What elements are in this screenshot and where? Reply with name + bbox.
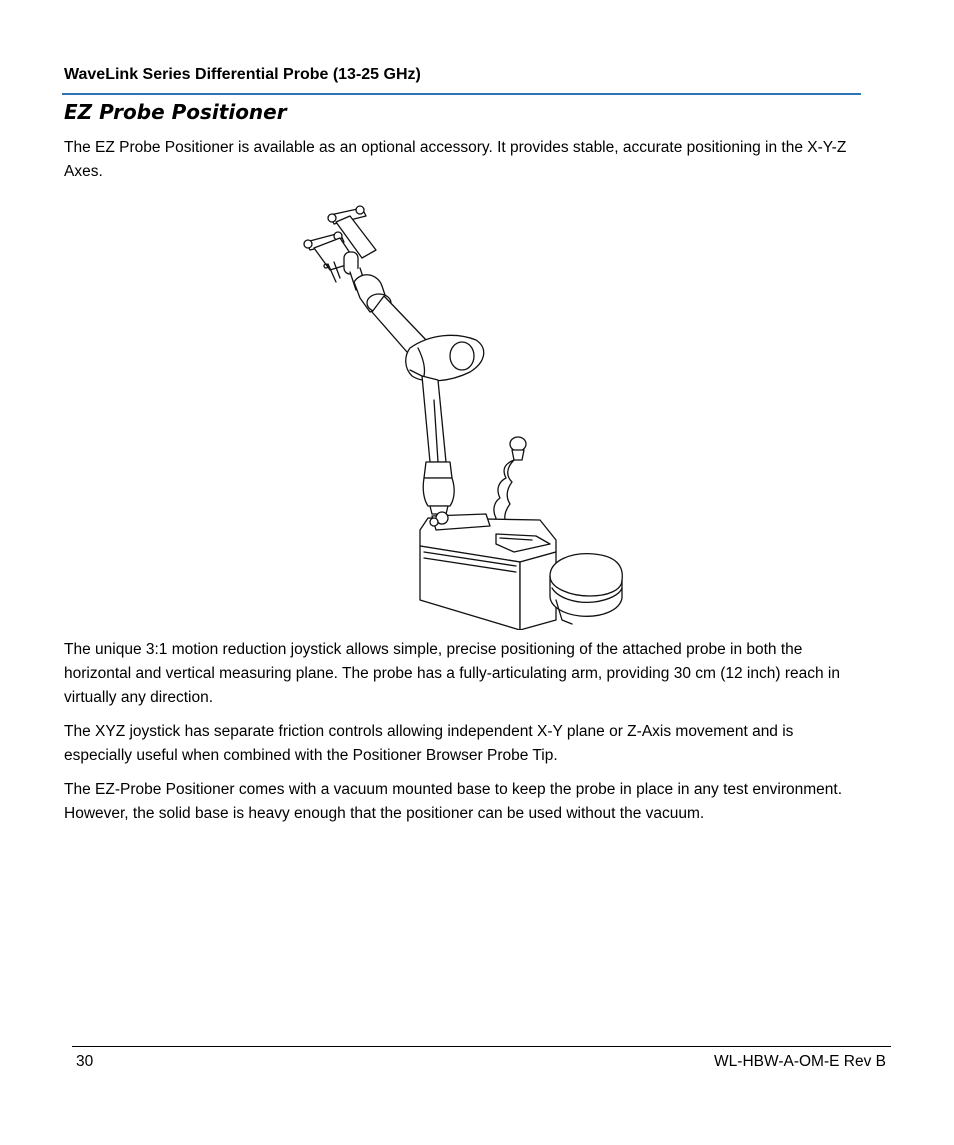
probe-positioner-illustration <box>300 200 630 630</box>
intro-paragraph: The EZ Probe Positioner is available as an optional accessory. It provides stable, accurate positioning in the X-Y-Z Axes. <box>64 139 847 180</box>
document-id: WL-HBW-A-OM-E Rev B <box>714 1053 886 1070</box>
friction-controls-paragraph: The XYZ joystick has separate friction controls allowing independent X-Y plane or Z-Axis movement and is especially useful when combined with the Positioner Browser Probe Tip. <box>64 723 794 764</box>
header-rule <box>62 93 861 95</box>
footer-rule <box>72 1046 891 1047</box>
page-number: 30 <box>76 1053 94 1070</box>
vacuum-base-paragraph: The EZ-Probe Positioner comes with a vacuum mounted base to keep the probe in place in any test environment. However, the solid base is heavy enough that the positioner can be used without the vacuum. <box>64 781 843 822</box>
section-title: EZ Probe Positioner <box>64 100 287 124</box>
positioner-base <box>420 512 622 630</box>
articulating-arm <box>354 275 484 514</box>
running-header: WaveLink Series Differential Probe (13-25 GHz) <box>64 66 421 83</box>
joystick-paragraph: The unique 3:1 motion reduction joystick allows simple, precise positioning of the attached probe in both the horizontal and vertical measuring plane. The probe has a fully-articulating arm, providing 30 cm (12 inch) reach in virtually any direction. <box>64 641 840 706</box>
